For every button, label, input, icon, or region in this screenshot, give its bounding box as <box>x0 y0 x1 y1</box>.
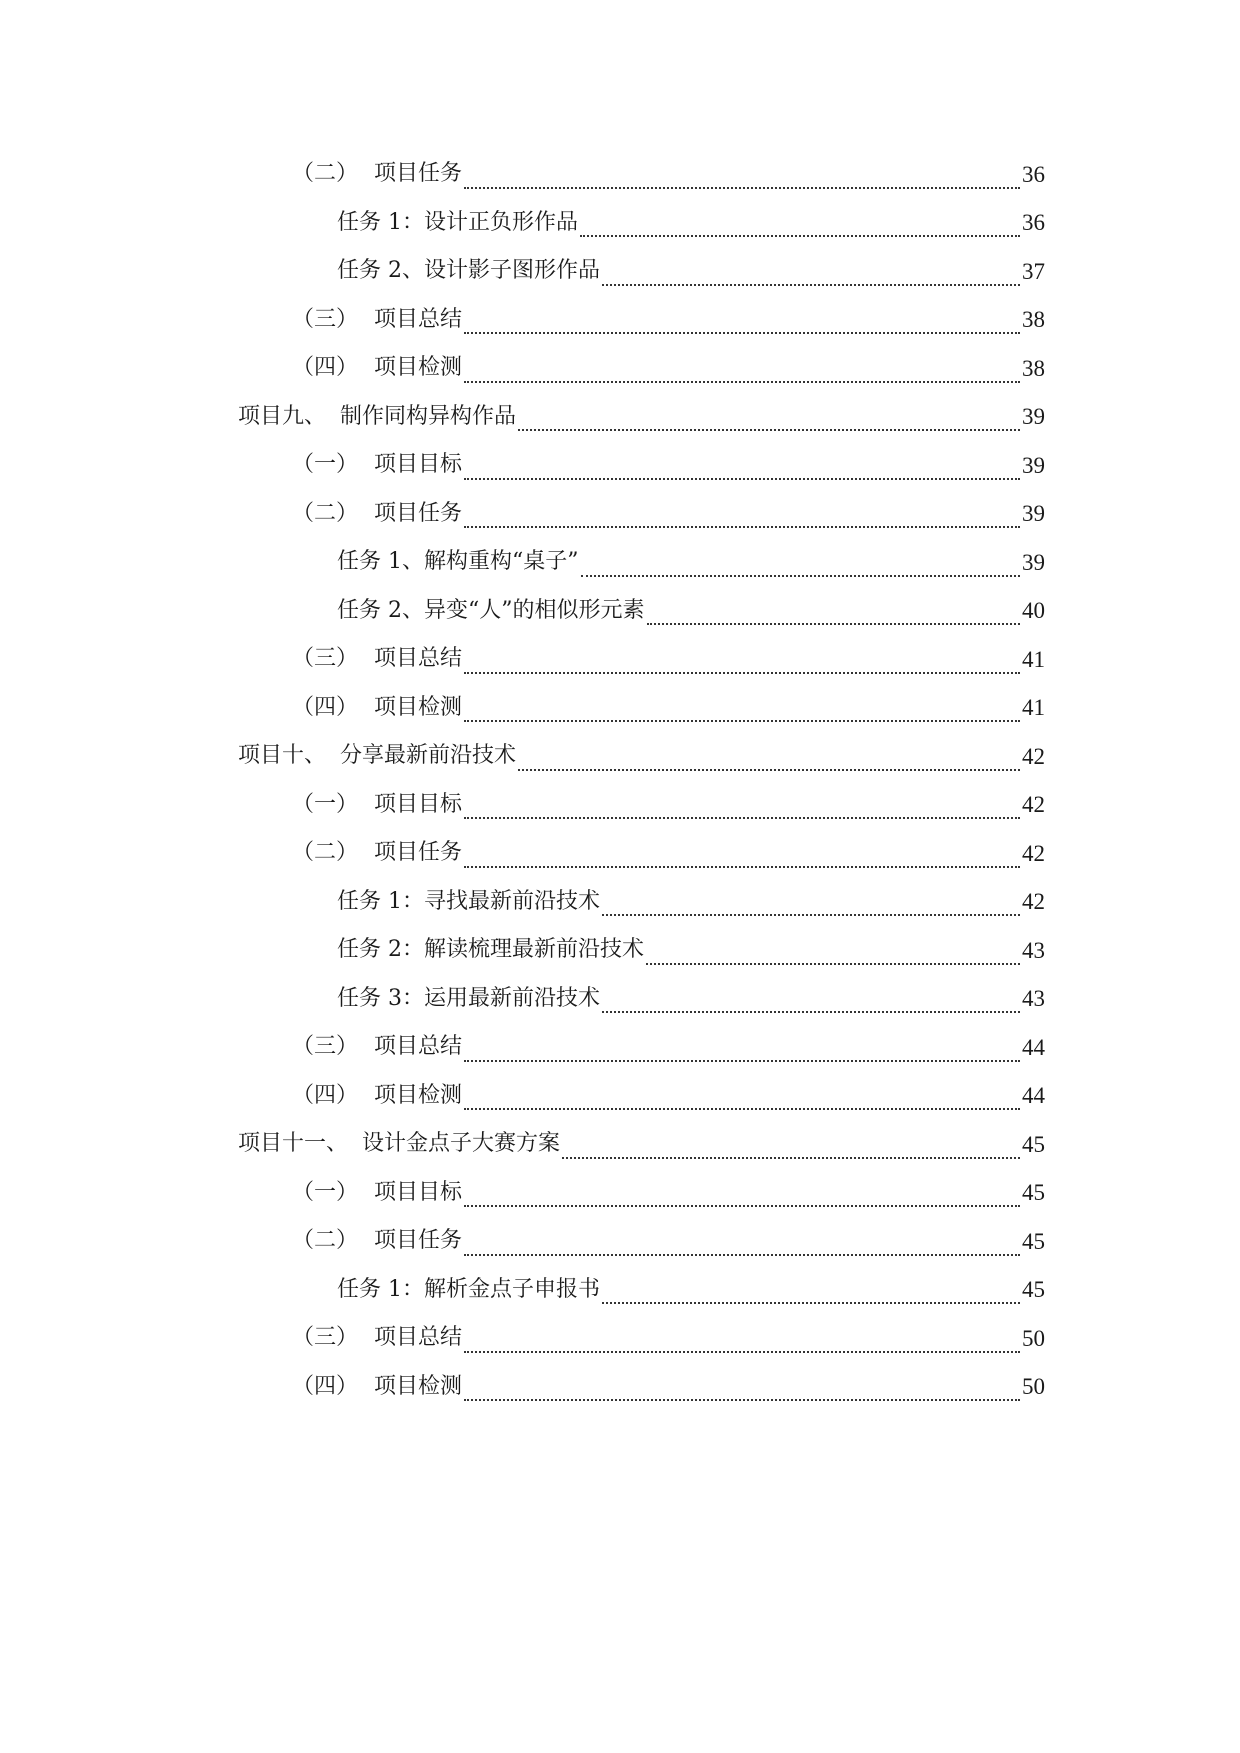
dot-leader <box>464 1059 1020 1062</box>
toc-entry-title: 解析金点子申报书 <box>424 1276 601 1302</box>
toc-entry-page-number: 38 <box>1022 355 1045 381</box>
toc-entry-number: （二） <box>292 1228 359 1254</box>
toc-entry-title: 项目总结 <box>374 1325 463 1351</box>
toc-entry-title: 项目总结 <box>374 306 463 332</box>
toc-entry-page-number: 42 <box>1022 792 1045 818</box>
toc-entry-number: 项目十、 <box>238 743 327 769</box>
toc-entry-title: 项目检测 <box>374 694 463 720</box>
toc-entry-title: 项目任务 <box>374 161 463 187</box>
toc-entry-page-number: 45 <box>1022 1180 1045 1206</box>
toc-entry-number: （一） <box>292 1179 359 1205</box>
toc-entry-page-number: 37 <box>1022 258 1045 284</box>
toc-entry-separator <box>326 406 340 428</box>
toc-entry-number: （三） <box>292 1034 359 1060</box>
toc-entry-page-number: 41 <box>1022 646 1045 672</box>
toc-entry-number: 任务 2： <box>337 937 424 963</box>
toc-entry-number: 任务 3： <box>337 985 424 1011</box>
toc-entry-page-number: 39 <box>1022 404 1045 430</box>
toc-entry-title: 项目任务 <box>374 1228 463 1254</box>
toc-entry-level-1[interactable] <box>0 732 1240 781</box>
dot-leader <box>602 283 1020 286</box>
dot-leader <box>464 816 1020 819</box>
toc-entry-page-number: 39 <box>1022 501 1045 527</box>
toc-entry-number: （二） <box>292 161 359 187</box>
dot-leader <box>464 186 1020 189</box>
toc-entry-level-2[interactable] <box>0 344 1240 393</box>
toc-entry-page-number: 42 <box>1022 840 1045 866</box>
dot-leader <box>602 913 1020 916</box>
dot-leader <box>646 962 1020 965</box>
toc-entry-level-3[interactable] <box>0 199 1240 248</box>
dot-leader <box>464 1398 1020 1401</box>
toc-entry-separator <box>326 745 340 767</box>
toc-entry-number: 任务 1、 <box>337 549 424 575</box>
toc-entry-title: 项目总结 <box>374 1034 463 1060</box>
toc-entry-title: 寻找最新前沿技术 <box>424 888 601 914</box>
dot-leader <box>602 1301 1020 1304</box>
toc-entry-page-number: 43 <box>1022 986 1045 1012</box>
toc-entry-level-2[interactable] <box>0 684 1240 733</box>
toc-entry-number: 项目十一、 <box>238 1131 349 1157</box>
toc-entry-level-3[interactable] <box>0 1266 1240 1315</box>
toc-entry-title: 项目检测 <box>374 1373 463 1399</box>
dot-leader <box>464 1107 1020 1110</box>
toc-entry-level-2[interactable] <box>0 490 1240 539</box>
toc-entry-level-1[interactable] <box>0 393 1240 442</box>
toc-entry-level-3[interactable] <box>0 587 1240 636</box>
toc-entry-page-number: 41 <box>1022 695 1045 721</box>
toc-entry-page-number: 42 <box>1022 743 1045 769</box>
toc-entry-title: 分享最新前沿技术 <box>340 743 517 769</box>
toc-entry-number: （二） <box>292 840 359 866</box>
toc-entry-page-number: 39 <box>1022 452 1045 478</box>
toc-entry-title: 解构重构“桌子” <box>424 549 579 575</box>
dot-leader <box>602 1010 1020 1013</box>
toc-entry-page-number: 36 <box>1022 210 1045 236</box>
toc-entry-page-number: 50 <box>1022 1374 1045 1400</box>
toc-entry-level-3[interactable] <box>0 926 1240 975</box>
toc-entry-title: 项目目标 <box>374 452 463 478</box>
dot-leader <box>464 477 1020 480</box>
dot-leader <box>464 865 1020 868</box>
toc-entry-level-3[interactable] <box>0 975 1240 1024</box>
toc-entry-title: 设计正负形作品 <box>424 209 579 235</box>
toc-entry-number: （一） <box>292 791 359 817</box>
toc-entry-level-3[interactable] <box>0 878 1240 927</box>
toc-entry-title: 项目目标 <box>374 791 463 817</box>
toc-entry-number: （四） <box>292 694 359 720</box>
toc-entry-level-3[interactable] <box>0 247 1240 296</box>
toc-entry-number: 任务 1： <box>337 209 424 235</box>
toc-entry-title: 项目检测 <box>374 1082 463 1108</box>
toc-entry-level-2[interactable] <box>0 296 1240 345</box>
toc-entry-title: 项目任务 <box>374 500 463 526</box>
toc-entry-number: 项目九、 <box>238 403 327 429</box>
dot-leader <box>562 1156 1020 1159</box>
dot-leader <box>464 1204 1020 1207</box>
toc-entry-number: （三） <box>292 306 359 332</box>
toc-entry-level-2[interactable] <box>0 150 1240 199</box>
toc-entry-page-number: 40 <box>1022 598 1045 624</box>
toc-entry-title: 项目目标 <box>374 1179 463 1205</box>
toc-entry-title: 运用最新前沿技术 <box>424 985 601 1011</box>
toc-entry-page-number: 45 <box>1022 1228 1045 1254</box>
dot-leader <box>464 525 1020 528</box>
toc-entry-number: （一） <box>292 452 359 478</box>
toc-entry-level-1[interactable] <box>0 1120 1240 1169</box>
toc-entry-level-2[interactable] <box>0 635 1240 684</box>
toc-entry-number: 任务 1： <box>337 1276 424 1302</box>
toc-entry-page-number: 38 <box>1022 307 1045 333</box>
toc-entry-level-2[interactable] <box>0 1217 1240 1266</box>
toc-entry-title: 异变“人”的相似形元素 <box>424 597 645 623</box>
dot-leader <box>518 768 1020 771</box>
dot-leader <box>464 671 1020 674</box>
toc-entry-separator <box>348 1133 362 1155</box>
toc-entry-page-number: 36 <box>1022 161 1045 187</box>
toc-entry-title: 解读梳理最新前沿技术 <box>424 937 645 963</box>
toc-entry-page-number: 39 <box>1022 549 1045 575</box>
dot-leader <box>464 380 1020 383</box>
dot-leader <box>464 1350 1020 1353</box>
dot-leader <box>647 622 1021 625</box>
toc-entry-level-2[interactable] <box>0 1072 1240 1121</box>
toc-entry-title: 设计金点子大赛方案 <box>362 1131 561 1157</box>
toc-entry-number: （四） <box>292 355 359 381</box>
toc-entry-number: （二） <box>292 500 359 526</box>
toc-entry-title: 设计影子图形作品 <box>424 258 601 284</box>
toc-entry-number: （三） <box>292 646 359 672</box>
toc-entry-page-number: 45 <box>1022 1131 1045 1157</box>
toc-entry-level-2[interactable] <box>0 781 1240 830</box>
toc-entry-title: 项目任务 <box>374 840 463 866</box>
toc-entry-title: 制作同构异构作品 <box>340 403 517 429</box>
toc-entry-number: 任务 2、 <box>337 597 424 623</box>
toc-entry-page-number: 42 <box>1022 889 1045 915</box>
dot-leader <box>464 719 1020 722</box>
toc-entry-page-number: 44 <box>1022 1034 1045 1060</box>
toc-entry-page-number: 44 <box>1022 1083 1045 1109</box>
toc-entry-level-2[interactable] <box>0 1363 1240 1412</box>
toc-entry-number: （四） <box>292 1373 359 1399</box>
toc-entry-page-number: 50 <box>1022 1325 1045 1351</box>
toc-entry-number: （四） <box>292 1082 359 1108</box>
toc-entry-number: （三） <box>292 1325 359 1351</box>
toc-entry-title: 项目总结 <box>374 646 463 672</box>
toc-entry-page-number: 43 <box>1022 937 1045 963</box>
toc-entry-number: 任务 1： <box>337 888 424 914</box>
toc-entry-number: 任务 2、 <box>337 258 424 284</box>
dot-leader <box>580 234 1020 237</box>
dot-leader <box>464 1253 1020 1256</box>
toc-entry-level-2[interactable] <box>0 1314 1240 1363</box>
toc-entry-level-2[interactable] <box>0 829 1240 878</box>
toc-entry-level-3[interactable] <box>0 538 1240 587</box>
toc-entry-level-2[interactable] <box>0 1169 1240 1218</box>
toc-entry-page-number: 45 <box>1022 1277 1045 1303</box>
toc-entry-title: 项目检测 <box>374 355 463 381</box>
toc-entry-level-2[interactable] <box>0 441 1240 490</box>
dot-leader <box>518 428 1020 431</box>
toc-entry-level-2[interactable] <box>0 1023 1240 1072</box>
dot-leader <box>581 574 1021 577</box>
dot-leader <box>464 331 1020 334</box>
table-of-contents <box>0 150 1240 1411</box>
